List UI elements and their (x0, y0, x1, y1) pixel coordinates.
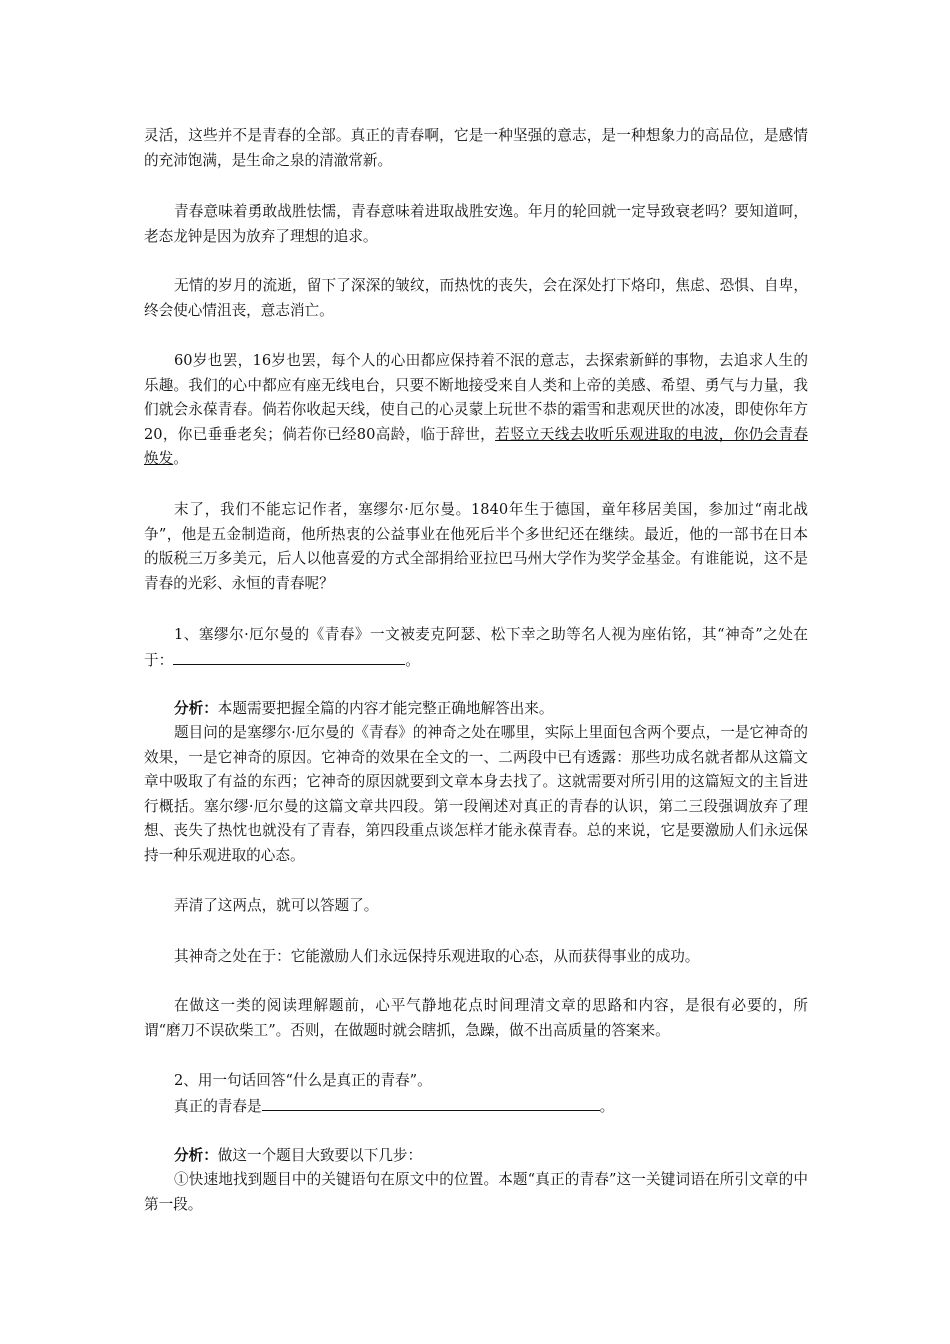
analysis-1-clear: 弄清了这两点，就可以答题了。 (174, 897, 379, 914)
analysis-2-intro: 分析：做这一个题目大致要以下几步： (174, 1147, 423, 1164)
analysis-2-step-1: ①快速地找到题目中的关键语句在原文中的位置。本题“真正的青春”这一关键词语在所引文章的中第一段。 (144, 1171, 808, 1213)
answer-blank-2[interactable] (262, 1094, 600, 1111)
paragraph-5: 末了，我们不能忘记作者，塞缪尔·厄尔曼。1840年生于德国，童年移居美国，参加过“南北战争”，他是五金制造商，他所热衷的公益事业在他死后半个多世纪还在继续。最近，他的一部书在日本的版税三万多美元，后人以他喜爱的方式全部捐给亚拉巴马州大学作为奖学金基金。有谁能说，这不是青春的光彩、永恒的青春呢？ (144, 501, 808, 592)
analysis-1-tip: 在做这一类的阅读理解题前，心平气静地花点时间理清文章的思路和内容，是很有必要的，所谓“磨刀不误砍柴工”。否则，在做题时就会瞎抓，急躁，做不出高质量的答案来。 (144, 997, 808, 1039)
analysis-label-2: 分析： (174, 1147, 218, 1164)
analysis-1-body: 题目问的是塞缪尔·厄尔曼的《青春》的神奇之处在哪里，实际上里面包含两个要点，一是它神奇的效果，一是它神奇的原因。它神奇的效果在全文的一、二两段中已有透露：那些功成名就者都从这篇文章中吸取了有益的东西；它神奇的原因就要到文章本身去找了。这就需要对所引用的这篇短文的主旨进行概括。塞尔缪·厄尔曼的这篇文章共四段。第一段阐述对真正的青春的认识，第二三段强调放弃了理想、丧失了热忱也就没有了青春，第四段重点谈怎样才能永葆青春。总的来说，它是要激励人们永远保持一种乐观进取的心态。 (144, 724, 808, 864)
analysis-label: 分析： (174, 700, 218, 717)
analysis-1-intro: 分析：本题需要把握全篇的内容才能完整正确地解答出来。 (174, 700, 554, 717)
question-2: 2、用一句话回答“什么是真正的青春”。 (174, 1072, 432, 1089)
answer-blank-1[interactable] (173, 648, 405, 665)
underlined-phrase: 若竖立天线去收听乐观进取的电波，你仍会青春焕发 (144, 425, 808, 467)
question-1: 1、塞缪尔·厄尔曼的《青春》一文被麦克阿瑟、松下幸之助等名人视为座佑铭，其“神奇”之处在于： 。 (144, 626, 808, 669)
paragraph-4: 60岁也罢，16岁也罢，每个人的心田都应保持着不泯的意志，去探索新鲜的事物，去追求人生的乐趣。我们的心中都应有座无线电台，只要不断地接受来自人类和上帝的美感、希望、勇气与力量，我们就会永葆青春。倘若你收起天线，使自己的心灵蒙上玩世不恭的霜雪和悲观厌世的冰凌，即使你年方20，你已垂垂老矣；倘若你已经80高龄，临于辞世，若竖立天线去收听乐观进取的电波，你仍会青春焕发。 (144, 352, 808, 467)
paragraph-1: 灵活，这些并不是青春的全部。真正的青春啊，它是一种坚强的意志，是一种想象力的高品位，是感情的充沛饱满，是生命之泉的清澈常新。 (144, 127, 808, 169)
paragraph-2: 青春意味着勇敢战胜怯懦，青春意味着进取战胜安逸。年月的轮回就一定导致衰老吗？要知道呵，老态龙钟是因为放弃了理想的追求。 (144, 203, 808, 245)
question-2-answer-line: 真正的青春是 。 (144, 1094, 808, 1120)
paragraph-3: 无情的岁月的流逝，留下了深深的皱纹，而热忱的丧失，会在深处打下烙印，焦虑、恐惧、自卑，终会使心情沮丧，意志消亡。 (144, 277, 808, 319)
analysis-1-answer: 其神奇之处在于：它能激励人们永远保持乐观进取的心态，从而获得事业的成功。 (174, 948, 700, 965)
